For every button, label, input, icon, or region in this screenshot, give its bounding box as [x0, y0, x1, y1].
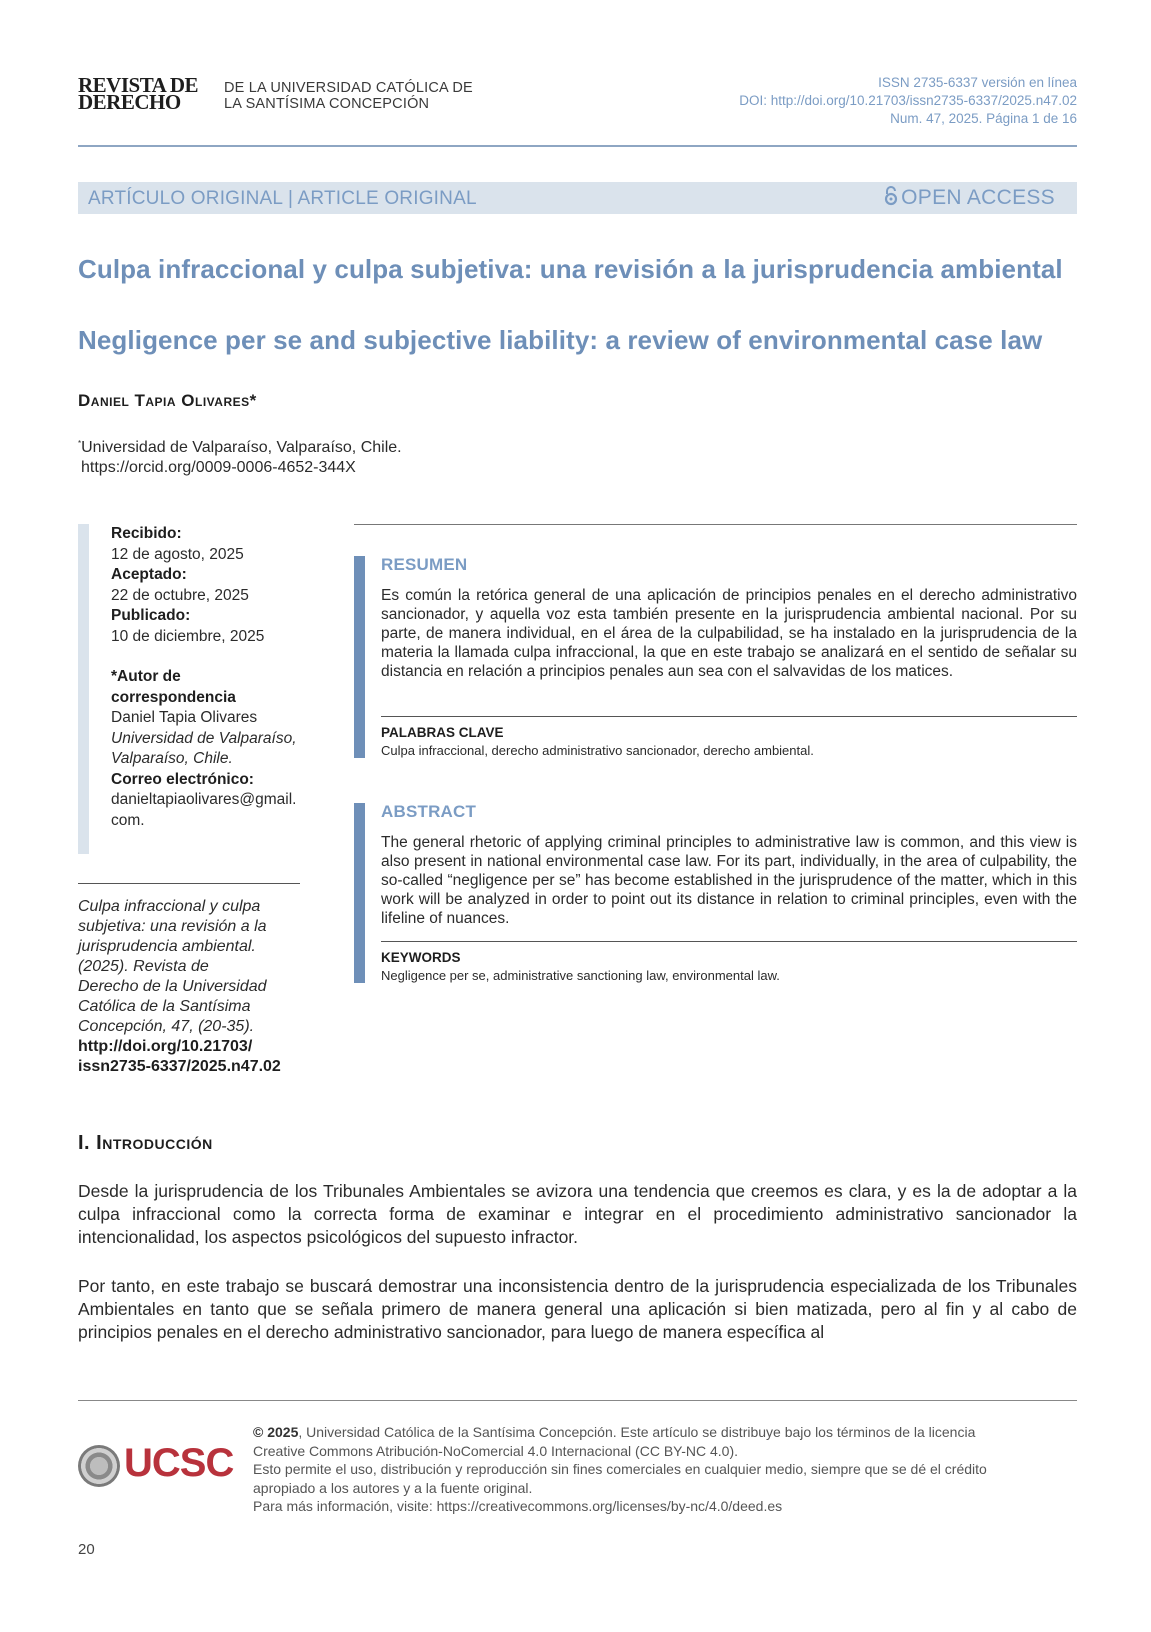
doi-link[interactable]: DOI: http://doi.org/10.21703/issn2735-6337/2025.n47.02: [739, 93, 1077, 108]
citation-line: Derecho de la Universidad: [78, 978, 267, 995]
ucsc-logo: UCSC: [124, 1441, 234, 1485]
received-label: Recibido:: [111, 525, 182, 542]
journal-logo-line1: REVISTA DE: [78, 73, 199, 97]
title-english: Negligence per se and subjective liability: a review of environmental case law: [78, 325, 1043, 355]
intro-paragraph-2: Por tanto, en este trabajo se buscará demostrar una inconsistencia dentro de la jurisprudencia especializada de los Tribunales Ambientales en tanto que se señala primero de manera general una aplicación si bien matizada, pero al fin y al cabo de principios penales en el derecho administrativo sancionador, para luego de manera específica al: [78, 1276, 1077, 1342]
citation-doi-2[interactable]: issn2735-6337/2025.n47.02: [78, 1058, 281, 1075]
palabras-clave: Culpa infraccional, derecho administrativo sancionador, derecho ambiental.: [381, 743, 814, 758]
open-access-label: OPEN ACCESS: [901, 186, 1055, 209]
palabras-clave-title: PALABRAS CLAVE: [381, 725, 504, 740]
citation-line: Concepción, 47, (20-35).: [78, 1018, 255, 1035]
citation-line: Culpa infraccional y culpa: [78, 898, 261, 915]
open-access-lock-icon: [884, 186, 898, 206]
citation-line: jurisprudencia ambiental.: [78, 938, 256, 955]
journal-logo-line2: DERECHO: [78, 90, 181, 114]
abstract-title: ABSTRACT: [381, 802, 477, 821]
resumen-title: RESUMEN: [381, 555, 468, 574]
abstract-top-divider: [354, 524, 1077, 525]
journal-subtitle-line1: DE LA UNIVERSIDAD CATÓLICA DE: [224, 80, 473, 96]
ucsc-seal-icon: [78, 1445, 120, 1487]
citation-line: (2025). Revista de: [78, 958, 209, 975]
author-name: Daniel Tapia Olivares*: [78, 391, 257, 410]
keywords: Negligence per se, administrative sanctioning law, environmental law.: [381, 968, 780, 983]
correspondence-institution-2: Valparaíso, Chile.: [111, 750, 233, 767]
license-notice: [253, 1423, 1083, 1516]
published-label: Publicado:: [111, 607, 191, 624]
journal-subtitle: [224, 80, 473, 112]
intro-paragraph-1: Desde la jurisprudencia de los Tribunales Ambientales se avizora una tendencia que creemos es clara, y es la de adoptar a la culpa infraccional como la correcta forma de examinar e integrar en el procedimiento administrativo sancionador la intencionalidad, los aspectos psicológicos del supuesto infractor.: [78, 1181, 1077, 1247]
license-line-5[interactable]: Para más información, visite: https://creativecommons.org/licenses/by-nc/4.0/deed.es: [253, 1498, 783, 1514]
email-label: Correo electrónico:: [111, 770, 254, 788]
journal-logo: [78, 73, 199, 114]
affiliation-text: Universidad de Valparaíso, Valparaíso, Chile.: [81, 439, 402, 456]
email-line-2[interactable]: com.: [111, 811, 145, 829]
sidebar-divider: [78, 883, 300, 884]
accepted-label: Aceptado:: [111, 566, 187, 583]
accepted-date: 22 de octubre, 2025: [111, 586, 249, 604]
author-affiliation: [78, 434, 402, 478]
received-date: 12 de agosto, 2025: [111, 545, 244, 563]
publication-info: [739, 74, 1077, 128]
orcid-link[interactable]: https://orcid.org/0009-0006-4652-344X: [81, 459, 356, 476]
title-spanish: Culpa infraccional y culpa subjetiva: una revisión a la jurisprudencia ambiental: [78, 254, 1063, 284]
article-type: ARTÍCULO ORIGINAL | ARTICLE ORIGINAL: [88, 188, 477, 209]
page-number: 20: [78, 1541, 95, 1558]
correspondence-institution-1: Universidad de Valparaíso,: [111, 729, 297, 747]
license-line-1: , Universidad Católica de la Santísima Concepción. Este artículo se distribuye bajo los términos de la licencia: [298, 1424, 976, 1440]
abstract-keywords-divider: [381, 941, 1077, 942]
copyright-year: © 2025: [253, 1424, 299, 1440]
resumen-keywords-divider: [381, 716, 1077, 717]
keywords-title: KEYWORDS: [381, 950, 461, 965]
citation-line: subjetiva: una revisión a la: [78, 918, 267, 935]
issn: ISSN 2735-6337 versión en línea: [878, 75, 1077, 90]
issue-info: Num. 47, 2025. Página 1 de 16: [890, 111, 1077, 126]
article-dates-sidebar: [111, 524, 311, 831]
resumen-accent-bar: [354, 556, 365, 758]
journal-subtitle-line2: LA SANTÍSIMA CONCEPCIÓN: [224, 96, 430, 112]
email-line-1[interactable]: danieltapiaolivares@gmail.: [111, 791, 297, 808]
article-type-band: [78, 182, 1077, 214]
section-heading-introduccion: I. Introducción: [78, 1132, 213, 1154]
correspondence-label-1: *Autor de: [111, 668, 181, 685]
published-date: 10 de diciembre, 2025: [111, 627, 265, 645]
license-line-3: Esto permite el uso, distribución y reproducción sin fines comerciales en cualquier medio, siempre que se dé el crédito: [253, 1461, 987, 1477]
citation-doi-1[interactable]: http://doi.org/10.21703/: [78, 1038, 253, 1055]
resumen-body: Es común la retórica general de una aplicación de principios penales en el derecho administrativo sancionador, y aquella voz esta también presente en la jurisprudencia ambiental nacional. Por su parte, de manera individual, en el área de la culpabilidad, se ha instalado en la jurisprudencia de la materia la llamada culpa infraccional, la que en este trabajo se analizará en el sentido de señalar su distancia en relación a principios penales aun sea con el salvavidas de los matices.: [381, 587, 1077, 680]
citation-line: Católica de la Santísima: [78, 998, 251, 1015]
abstract-body: The general rhetoric of applying criminal principles to administrative law is common, and this view is also present in national environmental case law. For its part, individually, in the area of culpability, the so-called “negligence per se” has become established in the jurisprudence of the matter, which in this work will be analyzed in order to point out its distance in relation to criminal principles, even with the lifeline of nuances.: [381, 834, 1077, 927]
correspondence-name: Daniel Tapia Olivares: [111, 709, 258, 726]
correspondence-label-2: correspondencia: [111, 688, 236, 706]
license-line-4: apropiado a los autores y a la fuente original.: [253, 1479, 533, 1496]
footer-divider: [78, 1400, 1077, 1401]
open-access-badge: [884, 186, 1055, 210]
citation-block: [78, 897, 303, 1077]
sidebar-accent-bar: [78, 524, 89, 854]
abstract-accent-bar: [354, 803, 365, 983]
header-divider: [78, 145, 1077, 147]
license-line-2: Creative Commons Atribución-NoComercial 4.0 Internacional (CC BY-NC 4.0).: [253, 1442, 739, 1459]
affiliation-mark: *: [78, 439, 82, 448]
